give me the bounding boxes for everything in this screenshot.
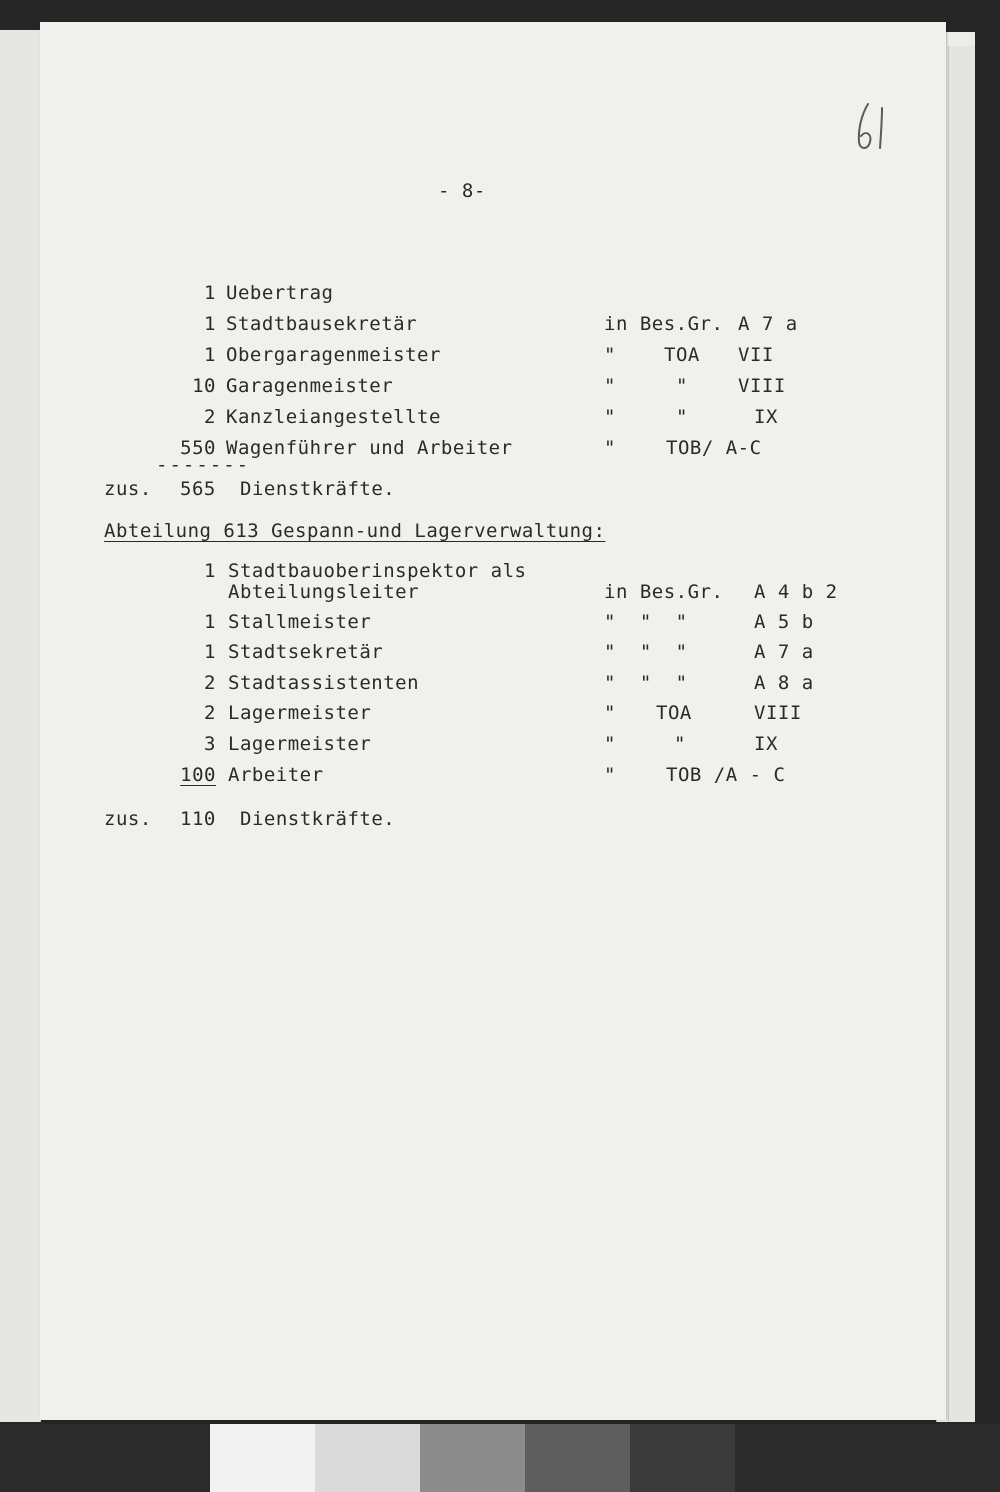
- row-count: 1: [204, 344, 216, 366]
- row-pay-prefix: ": [604, 702, 616, 724]
- total-prefix: zus.: [104, 808, 152, 830]
- row-grade: VIII: [738, 375, 786, 397]
- row-pay-prefix: ": [604, 406, 616, 428]
- row-pay-group: TOB /A - C: [666, 764, 786, 786]
- previous-page-edge: [0, 30, 41, 1422]
- calibration-patch: [210, 1424, 315, 1492]
- row-grade: IX: [754, 733, 778, 755]
- row-pay-prefix: ": [604, 437, 616, 459]
- row-grade: IX: [754, 406, 778, 428]
- row-title: Arbeiter: [228, 764, 324, 786]
- row-count: 100: [180, 764, 216, 786]
- calibration-patch: [420, 1424, 525, 1492]
- subtotal-rule: -------: [156, 454, 251, 476]
- page-number: - 8-: [438, 180, 486, 202]
- folio-number-handwritten: [852, 96, 902, 156]
- row-pay-prefix: " " ": [604, 641, 688, 663]
- row-pay-group: TOA: [656, 702, 692, 724]
- row-pay-prefix: " " ": [604, 611, 688, 633]
- row-grade: VIII: [754, 702, 802, 724]
- row-pay-group: ": [676, 375, 688, 397]
- row-title: Stadtsekretär: [228, 641, 384, 663]
- scan-calibration-strip: [0, 1424, 1000, 1492]
- row-title: Stadtassistenten: [228, 672, 420, 694]
- row-grade: VII: [738, 344, 774, 366]
- row-pay-prefix: " " ": [604, 672, 688, 694]
- total-count: 565: [180, 478, 216, 500]
- total-count: 110: [180, 808, 216, 830]
- row-title: Garagenmeister: [226, 375, 394, 397]
- row-pay-prefix: ": [604, 733, 616, 755]
- total-prefix: zus.: [104, 478, 152, 500]
- row-title: Uebertrag: [226, 282, 334, 304]
- calibration-patch: [525, 1424, 630, 1492]
- row-count: 3: [204, 733, 216, 755]
- row-pay-prefix: ": [604, 344, 616, 366]
- total-label: Dienstkräfte.: [240, 808, 396, 830]
- row-pay-group: TOA: [664, 344, 700, 366]
- row-pay-prefix: ": [604, 764, 616, 786]
- row-title: Lagermeister: [228, 702, 372, 724]
- calibration-patch: [315, 1424, 420, 1492]
- row-count: 10: [192, 375, 216, 397]
- row-pay-group: ": [674, 733, 686, 755]
- row-count: 1: [204, 611, 216, 633]
- document-page: [40, 22, 946, 1420]
- row-count: 1: [204, 560, 216, 582]
- row-pay-group: ": [676, 406, 688, 428]
- row-pay-group: TOB/ A-C: [666, 437, 762, 459]
- row-grade: A 7 a: [754, 641, 814, 663]
- row-grade: A 4 b 2: [754, 581, 838, 603]
- row-title: Lagermeister: [228, 733, 372, 755]
- underlying-sheet-edge-2: [948, 46, 975, 1422]
- row-grade: A 7 a: [738, 313, 798, 335]
- row-title-continuation: Abteilungsleiter: [228, 581, 420, 603]
- section-heading: Abteilung 613 Gespann-und Lagerverwaltung:: [104, 520, 606, 542]
- row-pay-prefix: ": [604, 375, 616, 397]
- row-count: 1: [204, 282, 216, 304]
- row-title: Stadtbausekretär: [226, 313, 418, 335]
- row-count: 1: [204, 641, 216, 663]
- calibration-patch: [630, 1424, 735, 1492]
- row-title: Kanzleiangestellte: [226, 406, 441, 428]
- total-label: Dienstkräfte.: [240, 478, 396, 500]
- row-count: 2: [204, 672, 216, 694]
- row-count: 550: [180, 437, 216, 459]
- row-count: 2: [204, 702, 216, 724]
- row-title: Stadtbauoberinspektor als: [228, 560, 527, 582]
- row-title: Stallmeister: [228, 611, 372, 633]
- row-pay-prefix: in Bes.Gr.: [604, 581, 724, 603]
- row-grade: A 5 b: [754, 611, 814, 633]
- row-title: Obergaragenmeister: [226, 344, 441, 366]
- row-count: 1: [204, 313, 216, 335]
- row-pay-prefix: in Bes.Gr.: [604, 313, 724, 335]
- row-count: 2: [204, 406, 216, 428]
- row-title: Wagenführer und Arbeiter: [226, 437, 513, 459]
- row-grade: A 8 a: [754, 672, 814, 694]
